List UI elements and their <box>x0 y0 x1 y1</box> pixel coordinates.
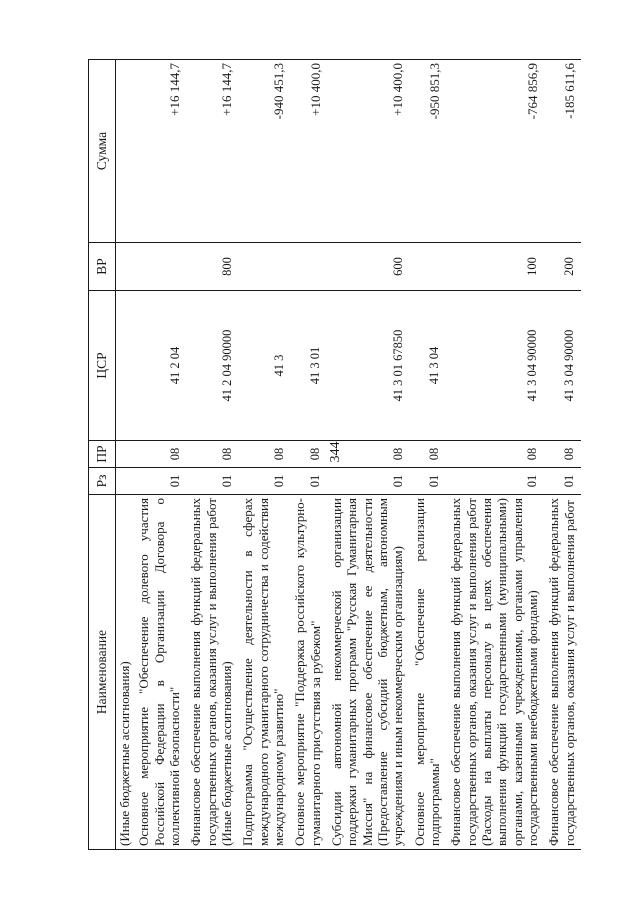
row-name: Основное мероприятие "Обеспечение долевого участия Российской Федерации в Организации Договора о коллективной безопасности" <box>134 495 186 850</box>
header-rz: Рз <box>89 468 116 495</box>
row-pr: 08 <box>238 441 290 468</box>
row-csr: 41 3 <box>238 291 290 441</box>
row-pr: 08 <box>410 441 447 468</box>
row-rz: 01 <box>410 468 447 495</box>
table-row <box>186 60 238 850</box>
row-amount: +10 400,0 <box>327 60 410 243</box>
row-vr: 100 <box>446 243 544 291</box>
page-number: 344 <box>328 441 343 463</box>
table-row <box>238 60 290 850</box>
row-csr: 41 3 04 90000 <box>544 291 581 441</box>
row-amount: -764 856,9 <box>446 60 544 243</box>
row-amount: -950 851,3 <box>410 60 447 243</box>
row-vr <box>116 243 135 291</box>
row-amount: -940 451,3 <box>238 60 290 243</box>
row-rz: 01 <box>327 468 410 495</box>
table-row <box>410 60 447 850</box>
row-name: Финансовое обеспечение выполнения функций федеральных государственных органов, оказания услуг и выполнения работ <box>544 495 581 850</box>
table-row <box>116 60 135 850</box>
row-pr: 08 <box>134 441 186 468</box>
row-name: Субсидии автономной некоммерческой организации поддержки гуманитарных программ "Русская Гуманитарная Миссия" на финансовое обеспечение ее деятельности (Предоставление субсидий бюджетным, автономным учреждениям и иным некоммерческим организациям) <box>327 495 410 850</box>
row-pr: 08 <box>544 441 581 468</box>
row-csr: 41 3 01 67850 <box>327 291 410 441</box>
row-vr <box>238 243 290 291</box>
row-name: Финансовое обеспечение выполнения функций федеральных государственных органов, оказания услуг и выполнения работ (Иные бюджетные ассигнования) <box>186 495 238 850</box>
rotated-table-container <box>88 60 600 850</box>
header-name: Наименование <box>89 495 116 850</box>
table-row <box>446 60 544 850</box>
header-csr: ЦСР <box>89 291 116 441</box>
row-vr <box>134 243 186 291</box>
table-row <box>290 60 327 850</box>
table-row <box>544 60 581 850</box>
row-pr: 08 <box>290 441 327 468</box>
row-amount: +16 144,7 <box>134 60 186 243</box>
row-pr <box>116 441 135 468</box>
row-name: Основное мероприятие "Поддержка российского культурно-гуманитарного присутствия за рубежом" <box>290 495 327 850</box>
row-vr: 200 <box>544 243 581 291</box>
row-csr: 41 3 04 90000 <box>446 291 544 441</box>
row-csr: 41 3 01 <box>290 291 327 441</box>
row-csr: 41 2 04 90000 <box>186 291 238 441</box>
row-amount: +10 400,0 <box>290 60 327 243</box>
row-rz: 01 <box>544 468 581 495</box>
row-rz: 01 <box>238 468 290 495</box>
row-name: (Иные бюджетные ассигнования) <box>116 495 135 850</box>
row-rz: 01 <box>186 468 238 495</box>
row-rz: 01 <box>134 468 186 495</box>
row-vr: 600 <box>327 243 410 291</box>
budget-table <box>88 59 581 850</box>
table-row <box>134 60 186 850</box>
row-pr: 08 <box>446 441 544 468</box>
row-amount: +16 144,7 <box>186 60 238 243</box>
table-row <box>327 60 410 850</box>
header-vr: ВР <box>89 243 116 291</box>
row-rz: 01 <box>446 468 544 495</box>
row-name: Основное мероприятие "Обеспечение реализации подпрограммы" <box>410 495 447 850</box>
row-name: Финансовое обеспечение выполнения функций федеральных государственных органов, оказания услуг и выполнения работ (Расходы на выплаты персоналу в целях обеспечения выполнения функций государственными (муниципальными) органами, казенными учреждениями, органами управления государственными внебюджетными фондами) <box>446 495 544 850</box>
row-vr <box>290 243 327 291</box>
row-vr: 800 <box>186 243 238 291</box>
row-rz <box>116 468 135 495</box>
row-vr <box>410 243 447 291</box>
row-rz: 01 <box>290 468 327 495</box>
row-csr <box>116 291 135 441</box>
row-csr: 41 2 04 <box>134 291 186 441</box>
table-header-row <box>89 60 116 850</box>
row-pr: 08 <box>327 441 410 468</box>
row-amount: -185 611,6 <box>544 60 581 243</box>
header-amount: Сумма <box>89 60 116 243</box>
header-pr: ПР <box>89 441 116 468</box>
row-pr: 08 <box>186 441 238 468</box>
row-name: Подпрограмма "Осуществление деятельности в сферах международного гуманитарного сотрудничества и содействия международному развитию" <box>238 495 290 850</box>
row-csr: 41 3 04 <box>410 291 447 441</box>
row-amount <box>116 60 135 243</box>
